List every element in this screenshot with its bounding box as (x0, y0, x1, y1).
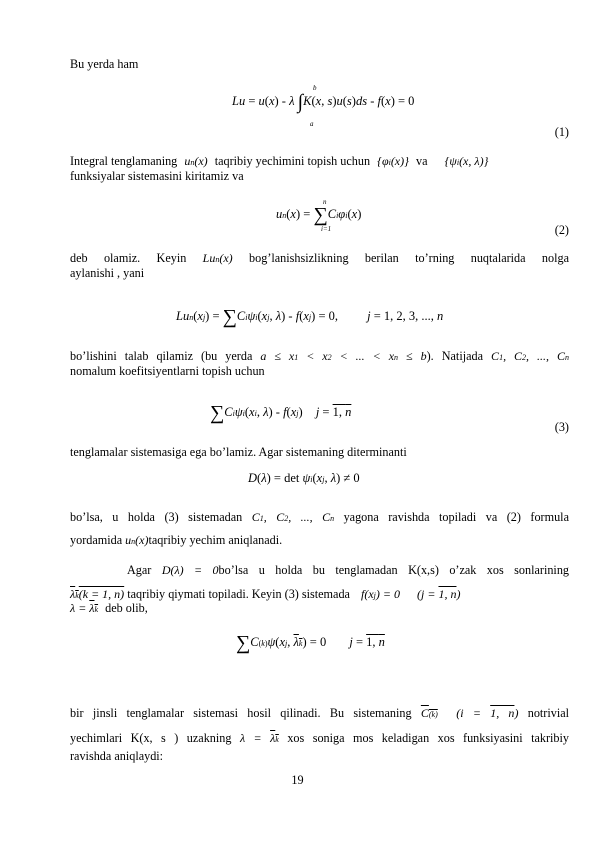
equation-2: un(x) = ∑Ciφi(x) (276, 204, 362, 226)
text-line: bir jinsli tenglamalar sistemasi hosil qilinadi. Bu sistemaning C(k) (i = 1, n) notrivial (70, 706, 570, 720)
integral-upper-limit: b (313, 84, 317, 92)
sum-lower-limit: i=1 (321, 225, 332, 233)
text-line: funksiyalar sistemasini kiritamiz va (70, 169, 244, 183)
text-line: λk(k = 1, n) taqribiy qiymati topiladi. Keyin (3) sistemada f(xj) = 0 (j = 1, n) (70, 587, 461, 601)
equation-3: ∑Ciψi(xi, λ) - f(xj) j = 1, n (210, 402, 352, 424)
equation-collocation: Lun(xj) = ∑Ciψi(xj, λ) - f(xj) = 0, j = 1, 2, 3, ..., n (176, 306, 444, 328)
text-line: Integral tenglamaning un(x) taqribiy yechimini topish uchun {φi(x)} va {ψi(x, λ)} (70, 154, 489, 168)
text-line: Bu yerda ham (70, 57, 139, 71)
equation-number: (1) (554, 125, 569, 139)
equation-determinant: D(λ) = det ψi(xj, λ) ≠ 0 (248, 471, 360, 485)
text-line: λ = λk deb olib, (70, 601, 148, 615)
text-line: deb olamiz. Keyin Lun(x) bog’lanishsizlikning berilan to’rning nuqtalarida nolga (70, 251, 569, 265)
equation-1: Lu = u(x) - λ ∫K(x, s)u(s)ds - f(x) = 0 (232, 91, 415, 113)
text-line: ravishda aniqlaydi: (70, 749, 164, 763)
text-line: Agar D(λ) = 0bo’lsa u holda bu tenglamadan K(x,s) o’zak xos sonlarining (127, 563, 570, 577)
equation-number: (2) (554, 223, 569, 237)
text-line: bo’lishini talab qilamiz (bu yerda a ≤ x1 < x2 < ... < xn ≤ b). Natijada C1, C2, ..., Cn (70, 349, 569, 363)
text-line: aylanishi , yani (70, 266, 145, 280)
text-line: nomalum koefitsiyentlarni topish uchun (70, 364, 265, 378)
integral-lower-limit: a (310, 120, 314, 128)
text-line: yordamida un(x)taqribiy yechim aniqlanadi. (70, 533, 283, 547)
sum-upper-limit: n (323, 198, 327, 206)
page-number: 19 (291, 773, 304, 787)
equation-number: (3) (554, 420, 569, 434)
equation-homogeneous: ∑C(k)ψ(xj, λk) = 0 j = 1, n (236, 632, 385, 654)
text-line: bo’lsa, u holda (3) sistemadan C1, C2, ..., Cn yagona ravishda topiladi va (2) formula (70, 510, 569, 524)
text-line: yechimlari K(x, s ) uzakning λ = λk xos soniga mos keladigan xos funksiyasini takribiy (70, 731, 569, 745)
text-line: tenglamalar sistemasiga ega bo’lamiz. Agar sistemaning diterminanti (70, 445, 407, 459)
